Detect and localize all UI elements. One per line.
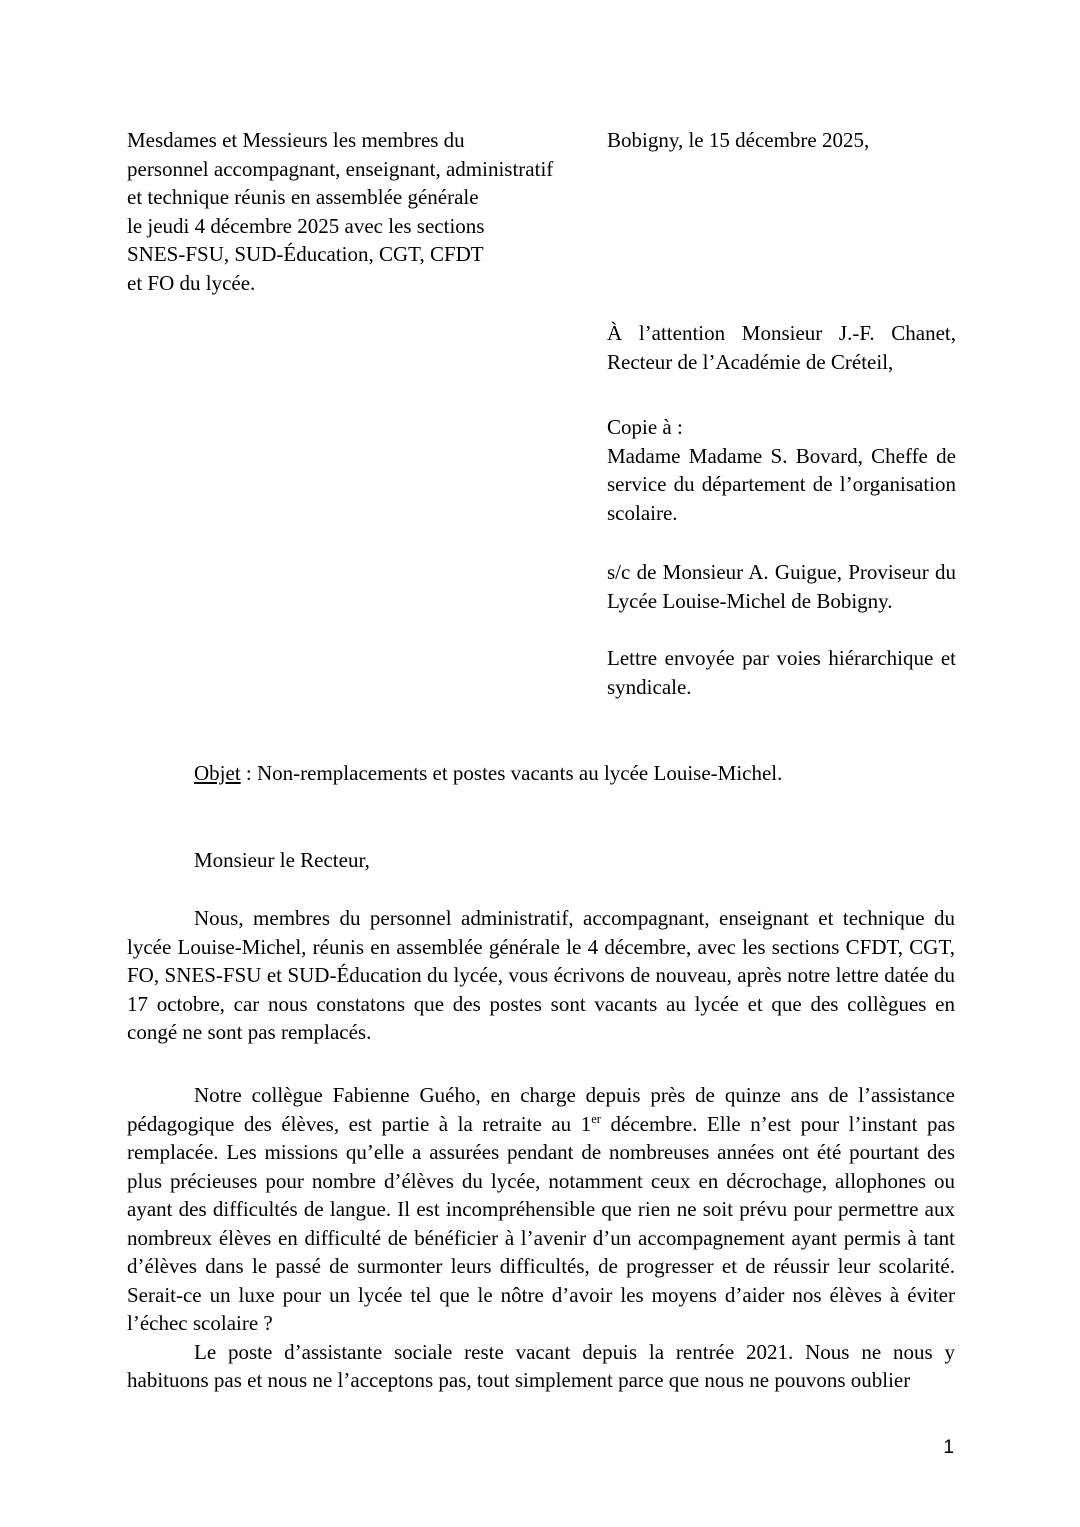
body-paragraph: Le poste d’assistante sociale reste vacant depuis la rentrée 2021. Nous ne nous y habituons pas et nous ne l’acceptons pas, tout simplement parce que nous ne pouvons oublier <box>127 1339 955 1392</box>
subject-text: : Non-remplacements et postes vacants au lycée Louise-Michel. <box>240 761 783 785</box>
copy-body: Madame Madame S. Bovard, Cheffe de service du département de l’organisation scolaire. <box>607 443 956 525</box>
recipient-block: À l’attention Monsieur J.-F. Chanet, Recteur de l’Académie de Créteil, <box>607 321 956 374</box>
sender-line: et technique réunis en assemblée générale <box>127 185 479 209</box>
body-paragraph: Nous, membres du personnel administratif, accompagnant, enseignant et technique du lycée Louise-Michel, réunis en assemblée générale le 4 décembre, avec les sections CFDT, CGT, FO, SNES-FSU et SUD-Éducation du lycée, vous écrivons de nouveau, après notre lettre datée du 17 octobre, car nous constatons que des postes sont vacants au lycée et que des collègues en congé ne sont pas remplacés. <box>127 906 955 1044</box>
subject-line <box>127 759 955 788</box>
sender-line: SNES-FSU, SUD-Éducation, CGT, CFDT <box>127 242 484 266</box>
sender-line: personnel accompagnant, enseignant, administratif <box>127 156 554 181</box>
sender-block <box>127 126 627 297</box>
via-block: s/c de Monsieur A. Guigue, Proviseur du Lycée Louise-Michel de Bobigny. <box>607 560 956 613</box>
subject-label: Objet <box>194 761 241 785</box>
salutation: Monsieur le Recteur, <box>194 848 370 872</box>
page-number: 1 <box>943 1437 954 1458</box>
body-paragraph-group-1 <box>127 904 955 1047</box>
body-paragraph: Notre collègue Fabienne Guého, en charge depuis près de quinze ans de l’assistance pédagogique des élèves, est partie à la retraite au 1er décembre. Elle n’est pour l’instant pas remplacée. Les missions qu’elle a assurées pendant de nombreuses années ont été pourtant des plus précieuses pour nombre d’élèves du lycée, notamment ceux en décrochage, allophones ou ayant des difficultés de langue. Il est incompréhensible que rien ne soit prévu pour permettre aux nombreux élèves en difficulté de bénéficier à l’avenir d’un accompagnement ayant permis à tant d’élèves dans le passé de surmonter leurs difficultés, de progresser et de réussir leur scolarité. Serait-ce un luxe pour un lycée tel que le nôtre d’avoir les moyens d’aider nos élèves à éviter l’échec scolaire ? <box>127 1083 956 1335</box>
copy-heading: Copie à : <box>607 415 683 439</box>
body-paragraph-group-2 <box>127 1081 955 1395</box>
sender-line: et FO du lycée. <box>127 270 256 295</box>
date-line: Bobigny, le 15 décembre 2025, <box>607 128 870 152</box>
ordinal-superscript: er <box>591 1111 601 1126</box>
sender-line: Mesdames et Messieurs les membres du <box>127 128 465 152</box>
sender-line: le jeudi 4 décembre 2025 avec les sections <box>127 213 485 238</box>
copy-block <box>607 413 956 527</box>
transmission-block: Lettre envoyée par voies hiérarchique et syndicale. <box>607 646 956 699</box>
